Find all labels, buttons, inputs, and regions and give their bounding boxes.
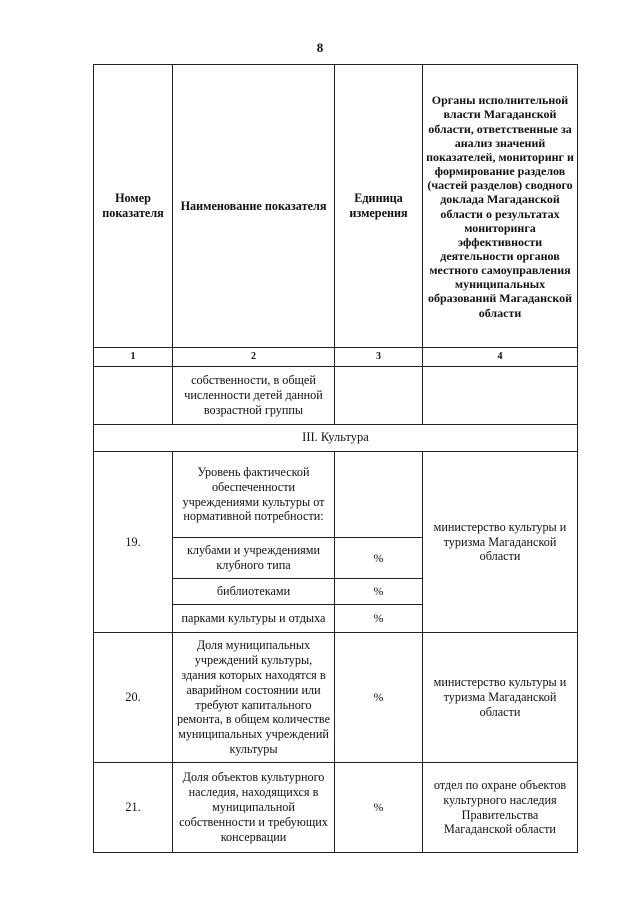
- row-unit: %: [335, 633, 423, 763]
- continuation-text: собственности, в общей численности детей данной возрастной группы: [173, 367, 335, 425]
- row-number: 21.: [94, 763, 173, 853]
- header-row: [94, 65, 578, 348]
- section-title: III. Культура: [94, 425, 578, 452]
- table-row: [94, 763, 578, 853]
- row-organ: отдел по охране объектов культурного наследия Правительства Магаданской области: [423, 763, 578, 853]
- subrow-name: парками культуры и отдыха: [173, 605, 335, 633]
- subrow-unit: %: [335, 538, 423, 579]
- column-number: 3: [335, 348, 423, 367]
- row-name: Уровень фактической обеспеченности учреждениями культуры от нормативной потребности:: [173, 452, 335, 538]
- row-name: Доля объектов культурного наследия, находящихся в муниципальной собственности и требующих консервации: [173, 763, 335, 853]
- row-number: 20.: [94, 633, 173, 763]
- continuation-row: [94, 367, 578, 425]
- indicators-table: [93, 64, 578, 853]
- header-organs: Органы исполнительной власти Магаданской области, ответственные за анализ значений показателей, мониторинг и формирование разделов (частей разделов) сводного доклада Магаданской области о результатах мониторинга эффективности деятельности органов местного самоуправления муниципальных образований Магаданской области: [423, 65, 578, 348]
- row-name: Доля муниципальных учреждений культуры, здания которых находятся в аварийном состоянии или требуют капитального ремонта, в общем количестве муниципальных учреждений культуры: [173, 633, 335, 763]
- subrow-name: библиотеками: [173, 579, 335, 605]
- row-organ: министерство культуры и туризма Магаданской области: [423, 452, 578, 633]
- header-unit: Единица измерения: [335, 65, 423, 348]
- column-number-row: [94, 348, 578, 367]
- row-unit: %: [335, 763, 423, 853]
- column-number: 2: [173, 348, 335, 367]
- column-number: 4: [423, 348, 578, 367]
- subrow-unit: %: [335, 605, 423, 633]
- continuation-unit: [335, 367, 423, 425]
- row-unit: [335, 452, 423, 538]
- continuation-organ: [423, 367, 578, 425]
- section-row: [94, 425, 578, 452]
- header-number: Номер показателя: [94, 65, 173, 348]
- subrow-name: клубами и учреждениями клубного типа: [173, 538, 335, 579]
- table-row: [94, 452, 578, 538]
- column-number: 1: [94, 348, 173, 367]
- row-number: 19.: [94, 452, 173, 633]
- row-organ: министерство культуры и туризма Магаданской области: [423, 633, 578, 763]
- table-row: [94, 633, 578, 763]
- subrow-unit: %: [335, 579, 423, 605]
- page-number: 8: [316, 40, 324, 55]
- header-name: Наименование показателя: [173, 65, 335, 348]
- continuation-number: [94, 367, 173, 425]
